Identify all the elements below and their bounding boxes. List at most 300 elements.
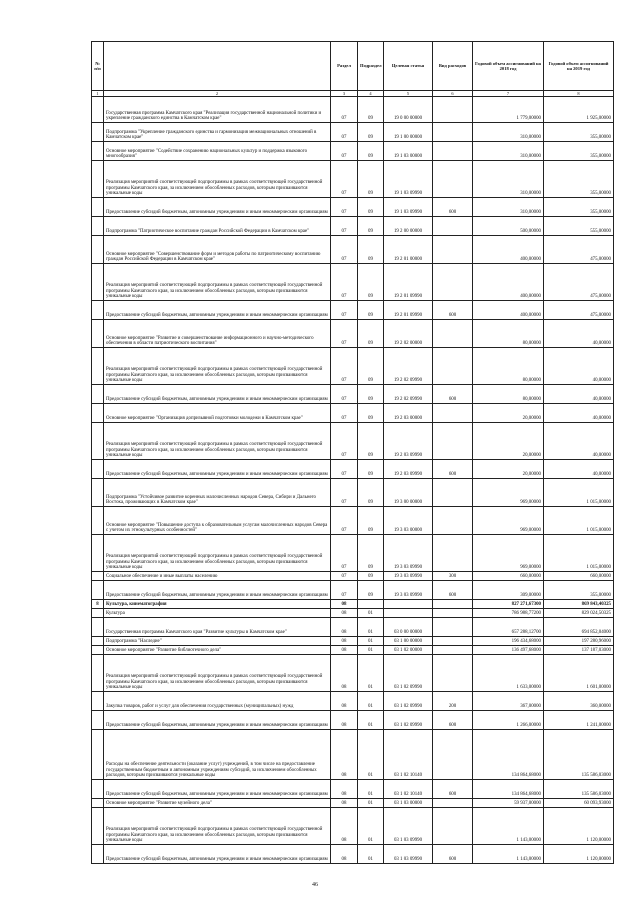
table-row [92,655,614,692]
table-row [92,198,614,217]
row-target-article: 19 2 01 09990 [384,301,433,320]
row-number [92,423,104,460]
row-target-article: 03 1 02 10140 [384,730,433,780]
table-row [92,161,614,198]
row-amount-2018: 1 143,00000 [473,845,544,864]
row-amount-2018: 136 497,68000 [473,646,544,655]
row-expense-type [433,808,473,845]
row-amount-2019: 475,00000 [544,236,614,264]
row-expense-type: 600 [433,581,473,600]
table-row [92,711,614,730]
row-expense-type [433,236,473,264]
row-number [92,264,104,301]
row-name: Предоставление субсидий бюджетным, автономным учреждениям и иным некоммерческим организациям [104,385,331,404]
row-amount-2018: 657 288,12700 [473,618,544,637]
row-name: Основное мероприятие "Содействие сохранению национальных культур и поддержка языкового многообразия" [104,142,331,161]
row-amount-2019: 869 843,40325 [544,600,614,609]
row-podrazdel: 01 [358,711,384,730]
row-podrazdel: 09 [358,142,384,161]
row-razdel: 08 [331,711,358,730]
row-amount-2018: 400,00000 [473,236,544,264]
row-podrazdel: 01 [358,730,384,780]
row-target-article: 03 1 03 09990 [384,808,433,845]
row-razdel: 08 [331,609,358,618]
row-target-article [384,600,433,609]
row-razdel: 07 [331,217,358,236]
row-amount-2018: 1 779,00000 [473,97,544,123]
header-expense: Вид расходов [433,42,473,91]
row-amount-2019: 40,00000 [544,404,614,423]
row-target-article: 03 1 03 09990 [384,845,433,864]
row-amount-2018: 80,00000 [473,320,544,348]
row-amount-2018: 134 864,68000 [473,730,544,780]
row-name: Реализация мероприятий соответствующей подпрограммы в рамках соответствующей государственной программы Камчатского края, за исключением обособленных расходов, которым присваиваются уникальные коды [104,423,331,460]
row-expense-type [433,320,473,348]
table-row [92,692,614,711]
row-razdel: 07 [331,264,358,301]
row-target-article: 03 1 02 10140 [384,780,433,799]
table-body [92,97,614,864]
row-name: Реализация мероприятий соответствующей подпрограммы в рамках соответствующей государственной программы Камчатского края, за исключением обособленных расходов, которым присваиваются уникальные коды [104,808,331,845]
header-2018: Годовой объем ассигнований на 2018 год [473,42,544,91]
row-name: Основное мероприятие "Повышение доступа к образовательным услугам малочисленных народов Севера с учетом их этнокультурных особенностей" [104,507,331,535]
row-expense-type [433,97,473,123]
row-number [92,97,104,123]
row-number [92,404,104,423]
row-expense-type [433,646,473,655]
row-expense-type: 600 [433,460,473,479]
row-expense-type [433,123,473,142]
table-row [92,460,614,479]
row-number [92,711,104,730]
row-amount-2019: 197 280,96000 [544,637,614,646]
row-razdel: 07 [331,535,358,572]
row-amount-2019: 1 241,00000 [544,711,614,730]
row-razdel: 07 [331,479,358,507]
row-target-article: 19 0 00 00000 [384,97,433,123]
table-row [92,600,614,609]
row-number [92,460,104,479]
row-name: Подпрограмма "Укрепление гражданского единства и гармонизация межнациональных отношений в Камчатском крае" [104,123,331,142]
row-number [92,655,104,692]
row-target-article: 19 2 02 09990 [384,385,433,404]
row-amount-2019: 1 015,00000 [544,507,614,535]
row-number [92,808,104,845]
row-name: Реализация мероприятий соответствующей подпрограммы в рамках соответствующей государственной программы Камчатского края, за исключением обособленных расходов, которым присваиваются уникальные коды [104,535,331,572]
row-target-article: 03 1 03 00000 [384,799,433,808]
row-podrazdel: 01 [358,618,384,637]
row-razdel: 08 [331,618,358,637]
row-razdel: 07 [331,123,358,142]
row-amount-2018: 20,00000 [473,460,544,479]
row-podrazdel: 09 [358,385,384,404]
row-razdel: 08 [331,799,358,808]
column-number: 8 [544,91,614,97]
row-razdel: 07 [331,97,358,123]
row-amount-2019: 1 601,00000 [544,655,614,692]
table-row [92,320,614,348]
row-name: Социальное обеспечение и иные выплаты населению [104,572,331,581]
row-number [92,348,104,385]
row-podrazdel: 09 [358,97,384,123]
row-podrazdel: 09 [358,320,384,348]
header-num: № п/п [92,42,104,91]
column-number: 3 [331,91,358,97]
row-name: Культура, кинематография [104,600,331,609]
row-podrazdel: 01 [358,780,384,799]
row-razdel: 08 [331,655,358,692]
row-target-article: 19 2 02 00000 [384,320,433,348]
row-amount-2018: 134 864,68000 [473,780,544,799]
table-row [92,348,614,385]
row-podrazdel: 01 [358,845,384,864]
row-expense-type [433,507,473,535]
row-number [92,507,104,535]
row-razdel: 07 [331,404,358,423]
row-amount-2019: 355,00000 [544,123,614,142]
row-number [92,609,104,618]
row-target-article: 03 1 02 09990 [384,711,433,730]
table-row [92,301,614,320]
row-amount-2018: 196 434,68000 [473,637,544,646]
row-name: Расходы на обеспечение деятельности (оказание услуг) учреждений, в том числе на предоставление государственным бюджетным и автономным учреждениям субсидий, за исключением обособленных расходов, которым присваиваются уникальные коды [104,730,331,780]
row-target-article: 19 1 03 09990 [384,161,433,198]
row-podrazdel: 09 [358,348,384,385]
row-target-article: 19 2 01 00000 [384,236,433,264]
header-podrazdel: Подраздел [358,42,384,91]
row-podrazdel: 01 [358,646,384,655]
row-name: Предоставление субсидий бюджетным, автономным учреждениям и иным некоммерческим организациям [104,711,331,730]
row-number [92,637,104,646]
row-target-article: 19 2 03 09990 [384,423,433,460]
row-amount-2019: 660,00000 [544,572,614,581]
row-target-article: 19 3 03 09990 [384,535,433,572]
table-row [92,264,614,301]
row-name: Основное мероприятие "Совершенствование форм и методов работы по патриотическому воспитанию граждан Российской Федерации в Камчатском крае" [104,236,331,264]
row-amount-2019: 40,00000 [544,423,614,460]
row-amount-2019: 475,00000 [544,301,614,320]
row-razdel: 08 [331,646,358,655]
row-razdel: 08 [331,845,358,864]
row-amount-2018: 969,00000 [473,507,544,535]
table-row [92,535,614,572]
row-number [92,845,104,864]
row-target-article: 19 1 00 00000 [384,123,433,142]
row-target-article: 19 3 03 09990 [384,572,433,581]
row-razdel: 07 [331,301,358,320]
row-podrazdel: 09 [358,572,384,581]
row-name: Реализация мероприятий соответствующей подпрограммы в рамках соответствующей государственной программы Камчатского края, за исключением обособленных расходов, которым присваиваются уникальные коды [104,161,331,198]
row-name: Государственная программа Камчатского края "Реализация государственной национальной политики и укрепление гражданского единства в Камчатском крае" [104,97,331,123]
row-number [92,161,104,198]
row-razdel: 07 [331,161,358,198]
row-expense-type: 300 [433,572,473,581]
row-name: Основное мероприятие "Развитие библиотечного дела" [104,646,331,655]
table-row [92,507,614,535]
table-header-row [92,42,614,91]
table-row [92,609,614,618]
row-amount-2019: 475,00000 [544,264,614,301]
table-row [92,581,614,600]
row-amount-2018: 1 266,00000 [473,711,544,730]
row-expense-type [433,142,473,161]
row-expense-type: 200 [433,692,473,711]
row-expense-type: 600 [433,711,473,730]
row-expense-type [433,730,473,780]
row-amount-2019: 1 015,00000 [544,479,614,507]
row-target-article: 19 3 00 00000 [384,479,433,507]
row-podrazdel: 01 [358,637,384,646]
row-name: Подпрограмма "Устойчивое развитие коренных малочисленных народов Севера, Сибири и Дальнего Востока, проживающих в Камчатском крае" [104,479,331,507]
row-expense-type [433,799,473,808]
page-number: 46 [312,882,318,888]
row-expense-type: 600 [433,198,473,217]
row-amount-2019: 694 852,04000 [544,618,614,637]
row-razdel: 08 [331,808,358,845]
table-row [92,479,614,507]
row-number [92,618,104,637]
row-razdel: 07 [331,198,358,217]
row-expense-type [433,637,473,646]
row-expense-type: 600 [433,301,473,320]
table-row [92,236,614,264]
row-name: Предоставление субсидий бюджетным, автономным учреждениям и иным некоммерческим организациям [104,198,331,217]
row-amount-2019: 40,00000 [544,348,614,385]
row-razdel: 07 [331,423,358,460]
row-podrazdel: 09 [358,198,384,217]
row-amount-2019: 60 093,93000 [544,799,614,808]
row-razdel: 07 [331,581,358,600]
row-number [92,236,104,264]
column-number: 4 [358,91,384,97]
row-amount-2018: 367,00000 [473,692,544,711]
row-expense-type [433,348,473,385]
row-expense-type [433,600,473,609]
row-target-article: 03 1 02 00000 [384,646,433,655]
row-number: 8 [92,600,104,609]
row-target-article: 19 2 03 09990 [384,460,433,479]
row-amount-2018: 59 937,00000 [473,799,544,808]
row-target-article: 19 2 01 09990 [384,264,433,301]
row-target-article: 03 1 00 00000 [384,637,433,646]
row-razdel: 07 [331,385,358,404]
row-number [92,646,104,655]
row-amount-2018: 310,00000 [473,123,544,142]
row-expense-type [433,161,473,198]
header-2019: Годовой объем ассигнований на 2019 год [544,42,614,91]
row-name: Государственная программа Камчатского края "Развитие культуры в Камчатском крае" [104,618,331,637]
row-podrazdel: 01 [358,609,384,618]
table-row [92,572,614,581]
row-podrazdel: 09 [358,404,384,423]
row-number [92,799,104,808]
row-amount-2018: 660,00000 [473,572,544,581]
row-number [92,692,104,711]
row-amount-2018: 309,00000 [473,581,544,600]
table-row [92,845,614,864]
row-podrazdel: 09 [358,264,384,301]
row-name: Реализация мероприятий соответствующей подпрограммы в рамках соответствующей государственной программы Камчатского края, за исключением обособленных расходов, которым присваиваются уникальные коды [104,264,331,301]
row-podrazdel: 09 [358,460,384,479]
row-amount-2019: 355,00000 [544,142,614,161]
row-razdel: 08 [331,780,358,799]
row-podrazdel: 09 [358,161,384,198]
row-number [92,198,104,217]
row-razdel: 08 [331,730,358,780]
row-amount-2018: 1 143,00000 [473,808,544,845]
table-row [92,808,614,845]
row-podrazdel: 09 [358,507,384,535]
row-target-article: 19 1 03 09990 [384,198,433,217]
row-target-article: 19 2 00 00000 [384,217,433,236]
row-name: Основное мероприятие "Развитие музейного дела" [104,799,331,808]
row-amount-2018: 20,00000 [473,404,544,423]
table-row [92,780,614,799]
row-number [92,385,104,404]
table-row [92,637,614,646]
row-razdel: 07 [331,348,358,385]
row-amount-2019: 135 586,03000 [544,730,614,780]
row-podrazdel: 09 [358,123,384,142]
row-target-article: 03 0 00 00000 [384,618,433,637]
row-podrazdel: 01 [358,655,384,692]
row-number [92,142,104,161]
row-amount-2019: 355,00000 [544,161,614,198]
row-razdel: 07 [331,320,358,348]
row-amount-2019: 137 187,03000 [544,646,614,655]
row-name: Предоставление субсидий бюджетным, автономным учреждениям и иным некоммерческим организациям [104,845,331,864]
row-number [92,730,104,780]
row-amount-2019: 1 120,00000 [544,845,614,864]
row-amount-2019: 355,00000 [544,198,614,217]
row-number [92,123,104,142]
row-podrazdel: 01 [358,799,384,808]
row-podrazdel: 09 [358,423,384,460]
row-name: Основное мероприятие "Организация допризывной подготовки молодежи в Камчатском крае" [104,404,331,423]
row-expense-type [433,535,473,572]
row-amount-2018: 400,00000 [473,264,544,301]
table-row [92,423,614,460]
table-row [92,142,614,161]
row-razdel: 08 [331,637,358,646]
row-target-article: 19 2 03 00000 [384,404,433,423]
row-amount-2019: 40,00000 [544,460,614,479]
row-razdel: 08 [331,692,358,711]
row-expense-type [433,217,473,236]
row-razdel: 07 [331,507,358,535]
column-number: 1 [92,91,104,97]
row-target-article: 03 1 02 09990 [384,655,433,692]
row-podrazdel: 01 [358,692,384,711]
row-amount-2018: 827 271,67300 [473,600,544,609]
row-expense-type: 600 [433,845,473,864]
row-amount-2019: 829 024,50325 [544,609,614,618]
row-name: Предоставление субсидий бюджетным, автономным учреждениям и иным некоммерческим организациям [104,460,331,479]
row-amount-2019: 40,00000 [544,320,614,348]
table-row [92,730,614,780]
row-amount-2019: 40,00000 [544,385,614,404]
row-razdel: 08 [331,600,358,609]
row-expense-type [433,609,473,618]
column-number: 5 [384,91,433,97]
row-expense-type [433,618,473,637]
table-row [92,799,614,808]
column-number: 2 [104,91,331,97]
row-amount-2019: 360,00000 [544,692,614,711]
row-expense-type: 600 [433,780,473,799]
column-number: 7 [473,91,544,97]
row-podrazdel: 09 [358,236,384,264]
row-name: Реализация мероприятий соответствующей подпрограммы в рамках соответствующей государственной программы Камчатского края, за исключением обособленных расходов, которым присваиваются уникальные коды [104,655,331,692]
row-amount-2018: 786 988,77200 [473,609,544,618]
row-name: Подпрограмма "Наследие" [104,637,331,646]
budget-allocation-table [91,41,614,864]
row-amount-2018: 500,00000 [473,217,544,236]
row-amount-2019: 555,00000 [544,217,614,236]
row-name: Подпрограмма "Патриотическое воспитание граждан Российской Федерации в Камчатском крае" [104,217,331,236]
row-podrazdel: 09 [358,479,384,507]
row-expense-type [433,423,473,460]
row-number [92,581,104,600]
row-target-article: 19 3 03 09990 [384,581,433,600]
row-name: Реализация мероприятий соответствующей подпрограммы в рамках соответствующей государственной программы Камчатского края, за исключением обособленных расходов, которым присваиваются уникальные коды [104,348,331,385]
row-podrazdel: 09 [358,217,384,236]
row-expense-type [433,479,473,507]
header-target: Целевая статья [384,42,433,91]
row-amount-2018: 969,00000 [473,535,544,572]
row-amount-2018: 310,00000 [473,142,544,161]
row-number [92,780,104,799]
table-row [92,404,614,423]
row-podrazdel: 09 [358,535,384,572]
row-amount-2018: 310,00000 [473,198,544,217]
row-razdel: 07 [331,460,358,479]
row-podrazdel: 09 [358,581,384,600]
row-amount-2018: 80,00000 [473,348,544,385]
row-podrazdel: 01 [358,808,384,845]
table-row [92,123,614,142]
row-podrazdel: 09 [358,301,384,320]
row-amount-2018: 1 633,00000 [473,655,544,692]
table-row [92,217,614,236]
header-name [104,42,331,91]
table-row [92,646,614,655]
row-name: Культура [104,609,331,618]
row-name: Предоставление субсидий бюджетным, автономным учреждениям и иным некоммерческим организациям [104,780,331,799]
row-expense-type: 600 [433,385,473,404]
row-amount-2019: 1 015,00000 [544,535,614,572]
row-number [92,572,104,581]
row-name: Основное мероприятие "Развитие и совершенствование информационного и научно-методического обеспечения в области патриотического воспитания" [104,320,331,348]
row-podrazdel [358,600,384,609]
row-number [92,320,104,348]
row-amount-2018: 20,00000 [473,423,544,460]
row-amount-2018: 80,00000 [473,385,544,404]
row-amount-2018: 400,00000 [473,301,544,320]
row-expense-type [433,655,473,692]
row-amount-2019: 135 586,03000 [544,780,614,799]
row-name: Предоставление субсидий бюджетным, автономным учреждениям и иным некоммерческим организациям [104,581,331,600]
column-number: 6 [433,91,473,97]
table-row [92,385,614,404]
row-number [92,535,104,572]
row-amount-2018: 310,00000 [473,161,544,198]
row-amount-2019: 1 120,00000 [544,808,614,845]
row-number [92,301,104,320]
row-target-article: 03 1 02 09990 [384,692,433,711]
table-row [92,97,614,123]
row-number [92,479,104,507]
